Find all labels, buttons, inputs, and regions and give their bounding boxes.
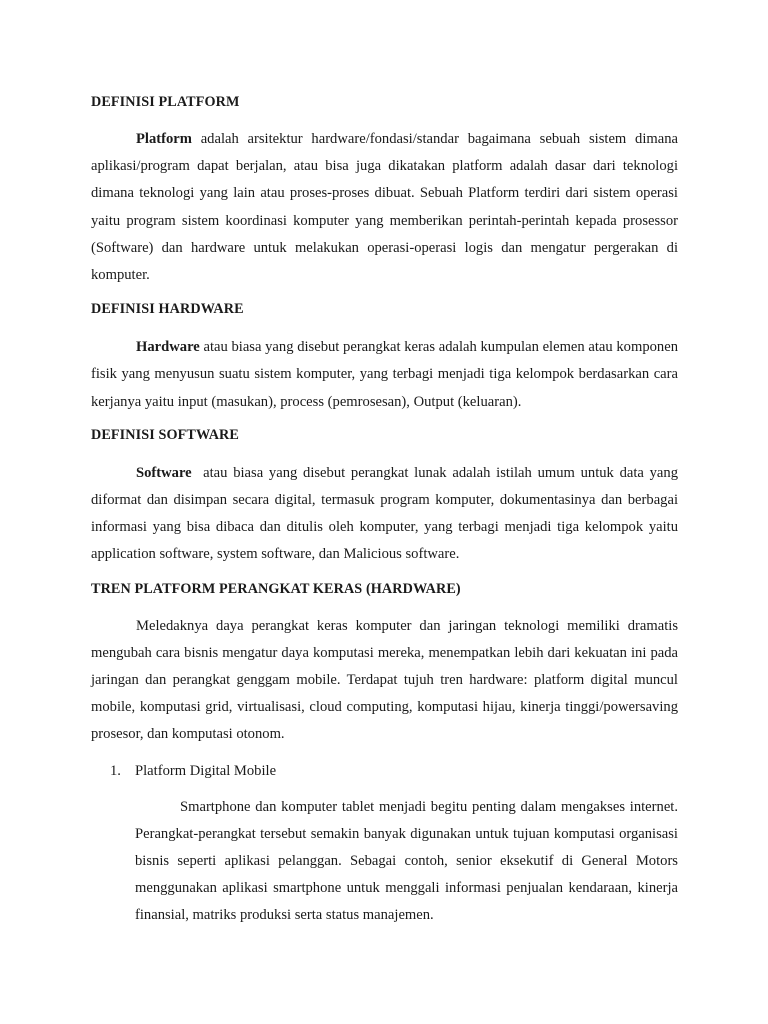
- paragraph-hardware-text: atau biasa yang disebut perangkat keras adalah kumpulan elemen atau komponen fisik yang menyusun suatu sistem komputer, yang terbagi menjadi tiga kelompok berdasarkan cara kerjanya yaitu input (masukan), process (pemrosesan), Output (keluaran).: [91, 339, 678, 410]
- list-item-title: Platform Digital Mobile: [135, 762, 277, 779]
- paragraph-software: [91, 460, 682, 569]
- document-page: [91, 90, 682, 930]
- list-item-number: 1.: [110, 762, 121, 779]
- paragraph-platform-text: adalah arsitektur hardware/fondasi/standar bagaimana sebuah sistem dimana aplikasi/program dapat berjalan, atau bisa juga dikatakan platform adalah dasar dari teknologi dimana teknologi yang lain atau proses-proses dibuat. Sebuah Platform terdiri dari sistem operasi yaitu program sistem koordinasi komputer yang memberikan perintah-perintah kepada prosessor (Software) dan hardware untuk melakukan operasi-operasi logis dan mengatur pergerakan di komputer.: [91, 131, 678, 284]
- heading-tren-platform: TREN PLATFORM PERANGKAT KERAS (HARDWARE): [91, 580, 461, 597]
- paragraph-platform: [91, 126, 678, 289]
- heading-definisi-software: DEFINISI SOFTWARE: [91, 426, 239, 443]
- paragraph-software-text: atau biasa yang disebut perangkat lunak adalah istilah umum untuk data yang diformat dan disimpan secara digital, termasuk program komputer, dokumentasinya dan berbagai informasi yang bisa dibaca dan ditulis oleh komputer, yang terbagi menjadi tiga kelompok yaitu application software, system software, dan Malicious software.: [91, 464, 682, 563]
- term-platform: Platform: [136, 131, 192, 147]
- heading-definisi-platform: DEFINISI PLATFORM: [91, 94, 240, 110]
- paragraph-tren: Meledaknya daya perangkat keras komputer dan jaringan teknologi memiliki dramatis mengubah cara bisnis mengatur daya komputasi mereka, menempatkan lebih dari kekuatan ini pada jaringan dan perangkat genggam mobile. Terdapat tujuh tren hardware: platform digital muncul mobile, komputasi grid, virtualisasi, cloud computing, komputasi hijau, kinerja tinggi/powersaving prosesor, dan komputasi otonom.: [91, 617, 678, 743]
- paragraph-platform-digital-mobile: Smartphone dan komputer tablet menjadi begitu penting dalam mengakses internet. Perangkat-perangkat tersebut semakin banyak digunakan untuk tujuan komputasi organisasi bisnis seperti aplikasi pelanggan. Sebagai contoh, senior eksekutif di General Motors menggunakan aplikasi smartphone untuk menggali informasi penjualan kendaraan, kinerja finansial, matriks produksi serta status manajemen.: [135, 798, 678, 924]
- term-software: Software: [136, 464, 192, 481]
- tren-list: [91, 759, 678, 783]
- paragraph-hardware: [91, 334, 678, 416]
- heading-definisi-hardware: DEFINISI HARDWARE: [91, 301, 244, 318]
- list-item: [91, 759, 678, 783]
- term-hardware: Hardware: [136, 339, 200, 356]
